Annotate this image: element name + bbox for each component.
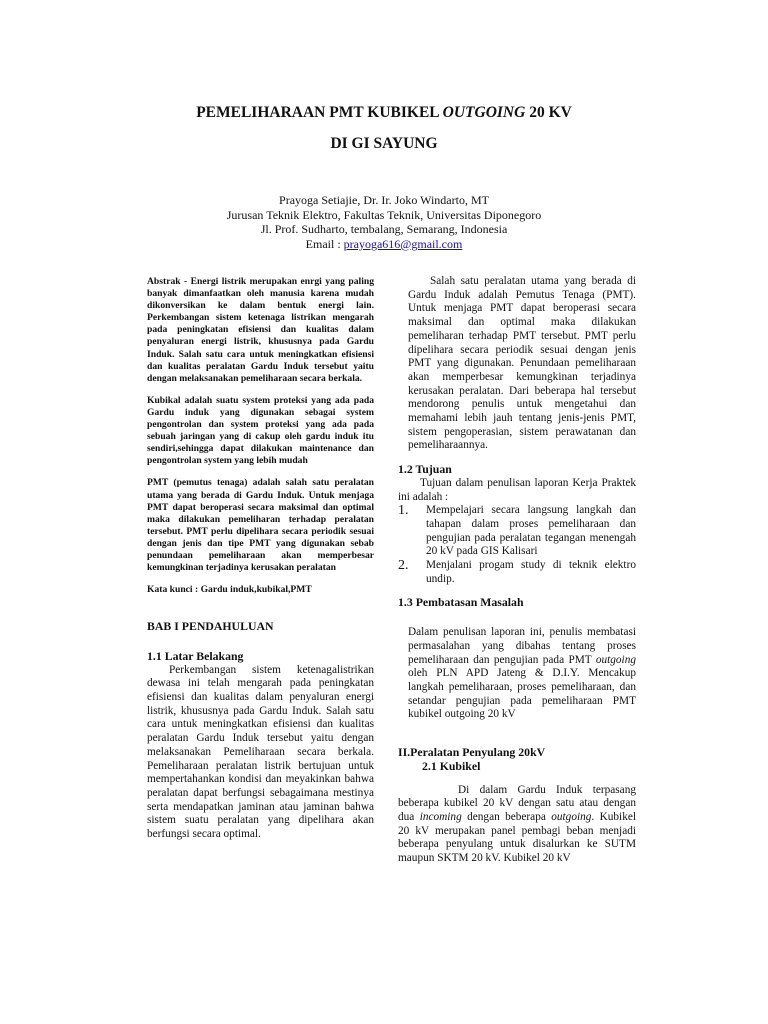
list-item-number: 2. [398, 558, 409, 574]
kubikel-text-2: dengan beberapa [461, 810, 552, 823]
intro-paragraph: Salah satu peralatan utama yang berada di Gardu Induk adalah Pemutus Tenaga (PMT). Untuk menjaga PMT dapat beroperasi secara maksimal dan optimal maka dilakukan pemeliharan terhadap PMT tersebut. PMT perlu dipelihara secara periodik sesuai dengan jenis PMT yang digunakan. Penundaan pemeliharaan akan memperbesar kemungkinan terjadinya kerusakan peralatan. Dari beberapa hal tersebut mendorong penulis untuk mengetahui dan memahami lebih jauh tentang jenis-jenis PMT, sistem pengoperasian, sistem perawatanan dan pemeliharaannya. [408, 275, 636, 452]
pembatasan-paragraph [398, 626, 636, 722]
pembatasan-text-2: oleh PLN APD Jateng & D.I.Y. Mencakup langkah pemeliharaan, proses pemeliharaan, dan setandar pengujian pada pemeliharaan PMT kubikel outgoing 20 kV [408, 667, 636, 721]
paper-title-line-2: DI GI SAYUNG [330, 135, 438, 152]
author-affiliation: Jurusan Teknik Elektro, Fakultas Teknik, Universitas Diponegoro [226, 207, 542, 222]
pembatasan-italic: outgoing [595, 653, 636, 666]
section-heading-2-1: 2.1 Kubikel [422, 758, 481, 773]
email-link[interactable]: prayoga616@gmail.com [343, 236, 463, 251]
abstract-paragraph-1: Abstrak - Energi listrik merupakan enrgi yang paling banyak dimanfaatkan oleh manusia karena mudah dikonversikan ke dalam bentuk energi lain. Perkembangan sistem ketenaga listrikan mengarah pada peningkatan efisiensi dan kualitas dalam penyaluran energi listrik, khususnya pada Gardu Induk. Salah satu cara untuk meningkatkan efisiensi dan kualitas peralatan Gardu Induk tersebut yaitu dengan melaksanakan pemeliharaan secara berkala. [147, 276, 374, 384]
email-label: Email : [305, 236, 344, 251]
title-prefix: PEMELIHARAAN PMT KUBIKEL [196, 104, 443, 121]
section-heading-1-3: 1.3 Pembatasan Masalah [398, 595, 524, 610]
list-item [398, 559, 636, 586]
keywords: Kata kunci : Gardu induk,kubikal,PMT [147, 584, 312, 596]
section-heading-1-1: 1.1 Latar Belakang [147, 648, 244, 663]
list-item-text: Menjalani progam study di teknik elektro undip. [426, 559, 636, 585]
tujuan-list [398, 504, 636, 586]
paper-title-line-1 [0, 104, 768, 122]
abstract-paragraph-3: PMT (pemutus tenaga) adalah salah satu peralatan utama yang berada di Gardu Induk. Untuk menjaga PMT dapat beroperasi secara maksimal dan optimal maka dilakukan pemeliharan terhadap peralatan tersebut. PMT perlu dipelihara secara periodik sesuai dengan jenis dan tipe PMT yang digunakan sebab penundaan pemeliharaan akan memperbesar kemungkinan terjadinya kerusakan peralatan [147, 477, 374, 574]
left-column [147, 276, 374, 842]
list-item-number: 1. [398, 503, 409, 519]
section-heading-1-2: 1.2 Tujuan [398, 462, 452, 477]
title-italic-word: OUTGOING [442, 104, 526, 121]
tujuan-intro: Tujuan dalam penulisan laporan Kerja Praktek ini adalah : [398, 476, 636, 503]
author-block [0, 193, 768, 251]
title-suffix: 20 KV [525, 104, 572, 121]
chapter-heading: BAB I PENDAHULUAN [147, 619, 274, 634]
author-names: Prayoga Setiajie, Dr. Ir. Joko Windarto, MT [279, 193, 489, 207]
pembatasan-text-1: Dalam penulisan laporan ini, penulis membatasi permasalahan yang dibahas tentang proses pemeliharaan dan pengujian pada PMT [408, 626, 636, 666]
right-column [398, 275, 636, 866]
author-email-line [0, 237, 768, 252]
kubikel-italic-outgoing: outgoing [551, 810, 592, 823]
abstract-paragraph-2: Kubikal adalah suatu system proteksi yang ada pada Gardu induk yang digunakan sebagai system pengontrolan dan system proteksi yang ada pada sebuah jaringan yang di cakup oleh gardu induk itu sendiri,sehingga dapat dilakukan maintenance dan pengontrolan system yang lebih mudah [147, 394, 374, 467]
kubikel-italic-incoming: incoming [419, 810, 462, 823]
author-address: Jl. Prof. Sudharto, tembalang, Semarang, Indonesia [260, 222, 508, 237]
kubikel-text-3: . Kubikel 20 kV merupakan panel pembagi beban menjadi beberapa penyulang untuk disalurkan ke SUTM maupun SKTM 20 kV. Kubikel 20 kV [398, 810, 636, 865]
latar-belakang-paragraph: Perkembangan sistem ketenagalistrikan dewasa ini telah mengarah pada peningkatan efisiensi dan kualitas dalam penyaluran energi listrik, khususnya pada Gardu Induk. Salah satu cara untuk meningkatkan efisiensi dan kualitas peralatan Gardu Induk tersebut yaitu dengan melaksanakan Pemeliharaan secara berkala. Pemeliharaan peralatan listrik bertujuan untuk mempertahankan kondisi dan meyakinkan bahwa peralatan dapat berfungsi sebagaimana mestinya serta mendapatkan jaminan atau jaminan bahwa sistem suatu peralatan yang dipelihara akan berfungsi secara optimal. [147, 663, 374, 841]
kubikel-paragraph [398, 784, 636, 866]
list-item-text: Mempelajari secara langsung langkah dan tahapan dalam proses pemeliharaan dan pengujian pada peralatan tegangan menengah 20 kV pada GIS Kalisari [426, 504, 636, 558]
chapter-heading-2: II.Peralatan Penyulang 20kV [398, 745, 546, 760]
kubikel-text-1: Di dalam Gardu Induk terpasang beberapa kubikel 20 kV dengan satu atau dengan dua [398, 783, 636, 823]
list-item [398, 504, 636, 559]
